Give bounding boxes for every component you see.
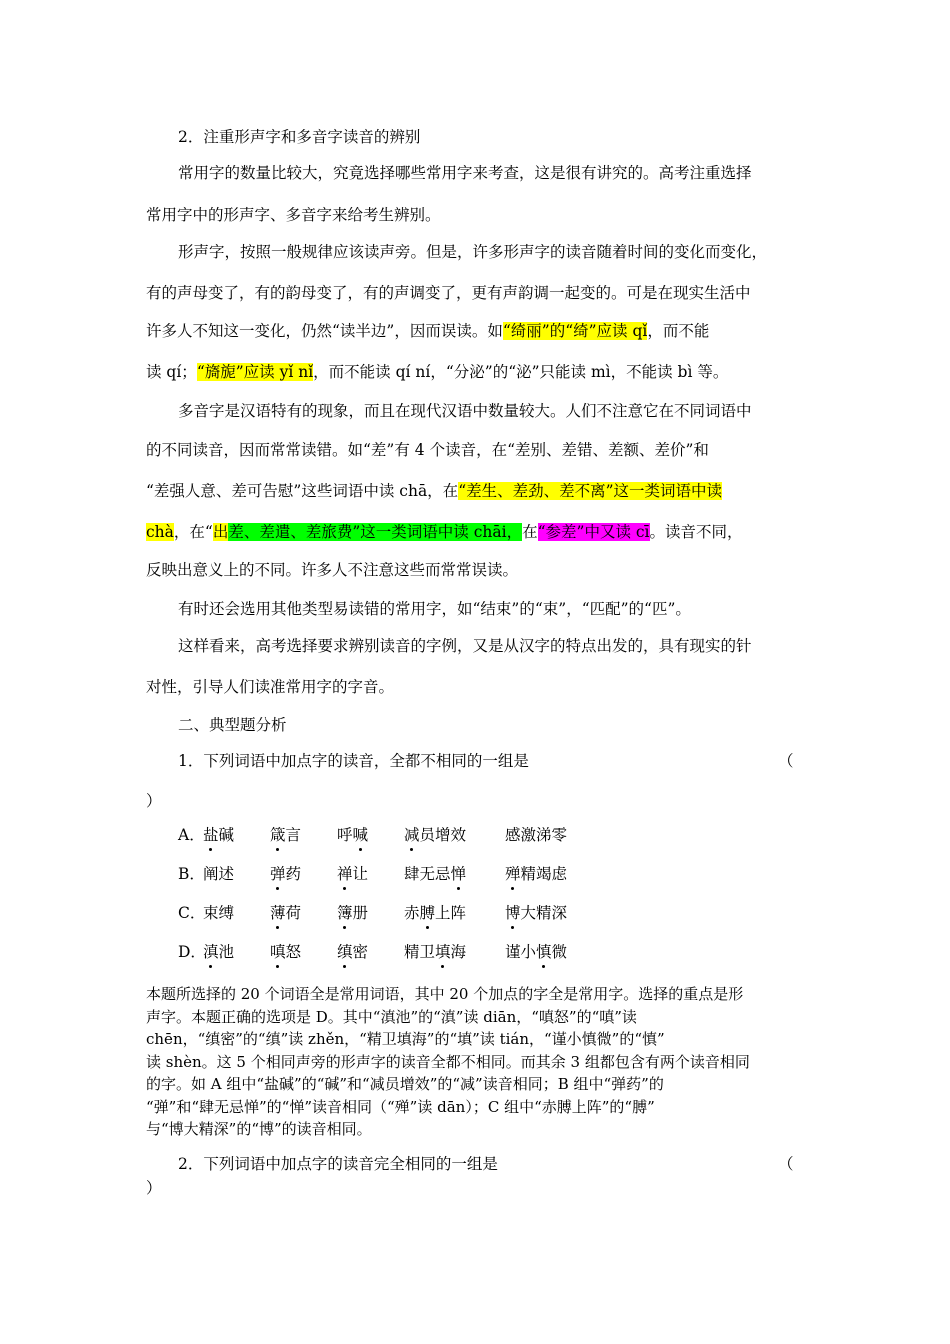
- option-word: [404, 824, 466, 846]
- paragraph-line: 的不同读音，因而常常读错。如“差”有 4 个读音，在“差别、差错、差额、差价”和: [146, 441, 709, 459]
- dotted-character: 滇: [203, 943, 219, 961]
- text-run: ，而不能读 qí ní，“分泌”的“泌”只能读 mì，不能读 bì 等。: [313, 363, 729, 381]
- word-text: 让: [352, 865, 369, 883]
- paragraph-line: 多音字是汉语特有的现象，而且在现代汉语中数量较大。人们不注意它在不同词语中: [178, 402, 752, 420]
- section-heading-2: 2．注重形声字和多音字读音的辨别: [178, 128, 421, 146]
- option-word: [270, 824, 301, 846]
- dotted-character: 簿: [337, 904, 353, 922]
- option-word: [404, 902, 466, 924]
- dotted-character: 慎: [536, 943, 552, 961]
- dotted-character: 惮: [450, 865, 467, 883]
- explanation-block: [146, 983, 806, 1141]
- word-text: 药: [285, 865, 302, 883]
- word-text: 海: [450, 943, 467, 961]
- word-text: 感激涕零: [505, 826, 568, 844]
- highlight-green: 差、差遣、差旅费”这一类词语中读 chāi，: [228, 523, 523, 541]
- word-text: 谨小: [505, 943, 537, 961]
- explanation-line: 声字。本题正确的选项是 D。其中“滇池”的“滇”读 diān，“嗔怒”的“嗔”读: [146, 1007, 637, 1026]
- word-text: 荷: [285, 904, 302, 922]
- paragraph-line: 形声字，按照一般规律应该读声旁。但是，许多形声字的读音随着时间的变化而变化，: [178, 243, 768, 261]
- option-word: [505, 863, 567, 885]
- word-text: 呼: [337, 826, 353, 844]
- option-word: [505, 941, 567, 963]
- text-run: 在: [522, 523, 538, 541]
- paragraph-line: 常用字中的形声字、多音字来给考生辨别。: [146, 206, 441, 224]
- highlight-yellow: 出: [212, 523, 229, 541]
- option-word: [337, 941, 368, 963]
- dotted-character: 嗔: [270, 943, 286, 961]
- explanation-line: “弹”和“肆无忌惮”的“惮”读音相同（“殚”读 dān）；C 组中“赤膊上阵”的“膊”: [146, 1097, 655, 1116]
- option-word: [337, 863, 368, 885]
- answer-paren-close: ）: [146, 1179, 162, 1197]
- word-text: 言: [285, 826, 302, 844]
- option-word: [337, 824, 368, 846]
- dotted-character: 填: [435, 943, 451, 961]
- word-text: 微: [551, 943, 568, 961]
- option-label: C．: [178, 904, 206, 922]
- answer-paren-open: （: [778, 1155, 794, 1173]
- text-run: “差强人意、差可告慰”这些词语中读 chā，在: [146, 482, 459, 500]
- word-text: 怒: [285, 943, 302, 961]
- question-2-stem: 2．下列词语中加点字的读音完全相同的一组是: [178, 1155, 498, 1173]
- word-text: 池: [218, 943, 235, 961]
- paragraph-line: 对性，引导人们读准常用字的字音。: [146, 678, 395, 696]
- dotted-character: 弹: [270, 865, 286, 883]
- option-word: [505, 902, 567, 924]
- text-run: 。读音不同，: [649, 523, 743, 541]
- option-word: [270, 902, 301, 924]
- highlight-yellow: “差生、差劲、差不离”这一类词语中读: [458, 482, 723, 500]
- option-word: [404, 863, 466, 885]
- option-word: [270, 941, 301, 963]
- highlight-yellow: “旖旎”应读 yǐ nǐ: [196, 363, 314, 381]
- answer-paren-open: （: [778, 752, 794, 770]
- highlight-magenta: “参差”中又读 cī: [537, 523, 650, 541]
- word-text: 精卫: [404, 943, 436, 961]
- text-run: 读 qí；: [146, 363, 197, 381]
- dotted-character: 减: [404, 826, 420, 844]
- paragraph-line: [146, 480, 722, 502]
- text-run: ，而不能: [647, 322, 710, 340]
- option-word: [404, 941, 466, 963]
- option-word: [203, 941, 234, 963]
- dotted-character: 薄: [270, 904, 286, 922]
- dotted-character: 盐: [203, 826, 219, 844]
- word-text: 精竭虑: [520, 865, 568, 883]
- highlight-yellow: “绮丽”的“绮”应读 qǐ: [502, 322, 648, 340]
- word-text: 大精深: [520, 904, 568, 922]
- paragraph-line: [146, 521, 743, 543]
- option-word: [203, 902, 234, 924]
- word-text: 碱: [218, 826, 235, 844]
- paragraph-line: 有的声母变了，有的韵母变了，有的声调变了，更有声韵调一起变的。可是在现实生活中: [146, 284, 751, 302]
- paragraph-line: 这样看来，高考选择要求辨别读音的字例，又是从汉字的特点出发的，具有现实的针: [178, 637, 752, 655]
- dotted-character: 殚: [505, 865, 521, 883]
- explanation-line: 与“博大精深”的“博”的读音相同。: [146, 1120, 372, 1138]
- option-word: [203, 824, 234, 846]
- question-1-stem: 1．下列词语中加点字的读音，全都不相同的一组是: [178, 752, 529, 770]
- text-run: ，在“: [173, 523, 213, 541]
- answer-paren-close: ）: [146, 792, 162, 810]
- option-word: [203, 863, 234, 885]
- option-label: D．: [178, 943, 206, 961]
- option-word: [270, 863, 301, 885]
- dotted-character: 博: [505, 904, 521, 922]
- option-label: A．: [178, 826, 205, 844]
- dotted-character: 膊: [419, 904, 436, 922]
- word-text: 员增效: [419, 826, 467, 844]
- word-text: 密: [352, 943, 369, 961]
- explanation-line: 读 shèn。这 5 个相同声旁的形声字的读音全都不相同。而其余 3 组都包含有两个读音相同: [146, 1052, 750, 1071]
- explanation-line: 本题所选择的 20 个词语全是常用词语，其中 20 个加点的字全是常用字。选择的重点是形: [146, 985, 744, 1003]
- dotted-character: 缜: [337, 943, 353, 961]
- option-word: [337, 902, 368, 924]
- word-text: 上阵: [435, 904, 467, 922]
- word-text: 阐述: [203, 865, 235, 883]
- paragraph-line: 反映出意义上的不同。许多人不注意这些而常常误读。: [146, 561, 519, 579]
- highlight-yellow: chà: [146, 523, 174, 541]
- paragraph-line: [146, 320, 709, 342]
- paragraph-line: [146, 361, 728, 383]
- option-label: B．: [178, 865, 205, 883]
- option-word: [505, 824, 567, 846]
- word-text: 赤: [404, 904, 420, 922]
- dotted-character: 禅: [337, 865, 353, 883]
- dotted-character: 箴: [270, 826, 286, 844]
- explanation-line: chēn，“缜密”的“缜”读 zhěn，“精卫填海”的“填”读 tián，“谨小慎微”的“慎”: [146, 1030, 665, 1048]
- word-text: 束缚: [203, 904, 235, 922]
- text-run: 许多人不知这一变化，仍然“读半边”，因而误读。如: [146, 322, 503, 340]
- section-heading-typical-analysis: 二、典型题分析: [178, 716, 287, 734]
- dotted-character: 喊: [352, 826, 369, 844]
- word-text: 肆无忌: [404, 865, 451, 883]
- explanation-line: 的字。如 A 组中“盐碱”的“碱”和“减员增效”的“减”读音相同；B 组中“弹药”的: [146, 1075, 664, 1093]
- word-text: 册: [352, 904, 369, 922]
- paragraph-line: 常用字的数量比较大，究竟选择哪些常用字来考查，这是很有讲究的。高考注重选择: [178, 164, 752, 182]
- paragraph-line: 有时还会选用其他类型易读错的常用字，如“结束”的“束”，“匹配”的“匹”。: [178, 600, 691, 618]
